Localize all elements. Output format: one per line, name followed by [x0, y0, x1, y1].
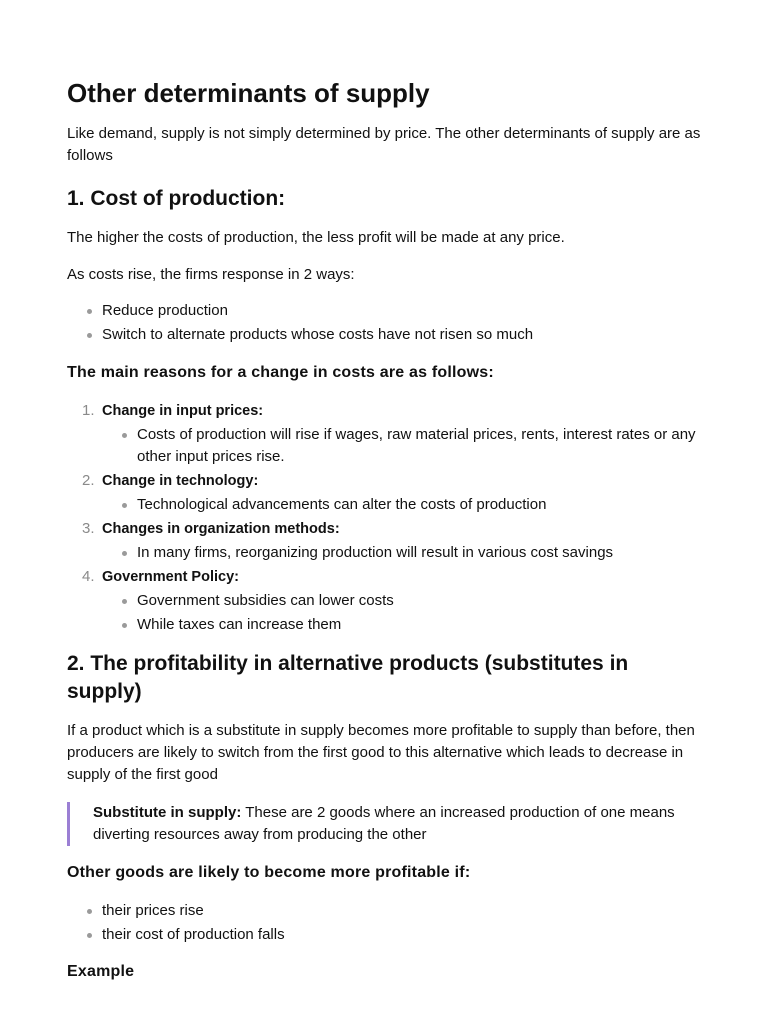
reason-title: Change in input prices:: [102, 403, 264, 419]
section-heading-alternative-products: 2. The profitability in alternative products (substitutes in supply): [67, 652, 629, 703]
reason-points: [102, 424, 701, 468]
reason-points: [102, 494, 701, 516]
reasons-heading: The main reasons for a change in costs are as follows:: [67, 364, 494, 381]
reason-number: 2.: [82, 472, 95, 489]
list-item: their prices rise: [102, 900, 701, 922]
list-item: Reduce production: [102, 300, 701, 322]
list-item: Switch to alternate products whose costs have not risen so much: [102, 324, 701, 346]
list-item: Government subsidies can lower costs: [137, 590, 701, 612]
definition-text: These are 2 goods where an increased production of one means diverting resources away from producing the other: [93, 804, 675, 843]
reason-item: [82, 518, 701, 564]
reason-title: Government Policy:: [102, 569, 239, 585]
list-item: While taxes can increase them: [137, 614, 701, 636]
reason-item: [82, 566, 701, 636]
substitutes-paragraph: If a product which is a substitute in supply becomes more profitable to supply than before, then producers are likely to switch from the first good to this alternative which leads to decrease in supply of the first good: [67, 722, 695, 783]
reason-number: 1.: [82, 402, 95, 419]
firm-responses-list: [67, 300, 701, 346]
page-title: Other determinants of supply: [67, 78, 430, 108]
reason-title: Changes in organization methods:: [102, 521, 340, 537]
list-item: Costs of production will rise if wages, raw material prices, rents, interest rates or any other input prices rise.: [137, 424, 701, 468]
reason-number: 4.: [82, 568, 95, 585]
reason-title: Change in technology:: [102, 473, 259, 489]
definition-callout: [67, 802, 701, 846]
example-heading: Example: [67, 963, 135, 980]
cost-reasons-list: [67, 400, 701, 636]
profitable-conditions-list: [67, 900, 701, 946]
reason-item: [82, 400, 701, 468]
intro-paragraph: Like demand, supply is not simply determined by price. The other determinants of supply are as follows: [67, 125, 701, 164]
reason-number: 3.: [82, 520, 95, 537]
definition-term: Substitute in supply:: [93, 804, 242, 821]
reason-points: [102, 542, 701, 564]
cost-paragraph-1: The higher the costs of production, the less profit will be made at any price.: [67, 229, 565, 246]
cost-paragraph-2: As costs rise, the firms response in 2 ways:: [67, 266, 355, 283]
list-item: their cost of production falls: [102, 924, 701, 946]
profitable-goods-heading: Other goods are likely to become more profitable if:: [67, 864, 471, 881]
reason-points: [102, 590, 701, 636]
section-heading-cost-of-production: 1. Cost of production:: [67, 187, 286, 210]
reason-item: [82, 470, 701, 516]
list-item: Technological advancements can alter the costs of production: [137, 494, 701, 516]
list-item: In many firms, reorganizing production will result in various cost savings: [137, 542, 701, 564]
